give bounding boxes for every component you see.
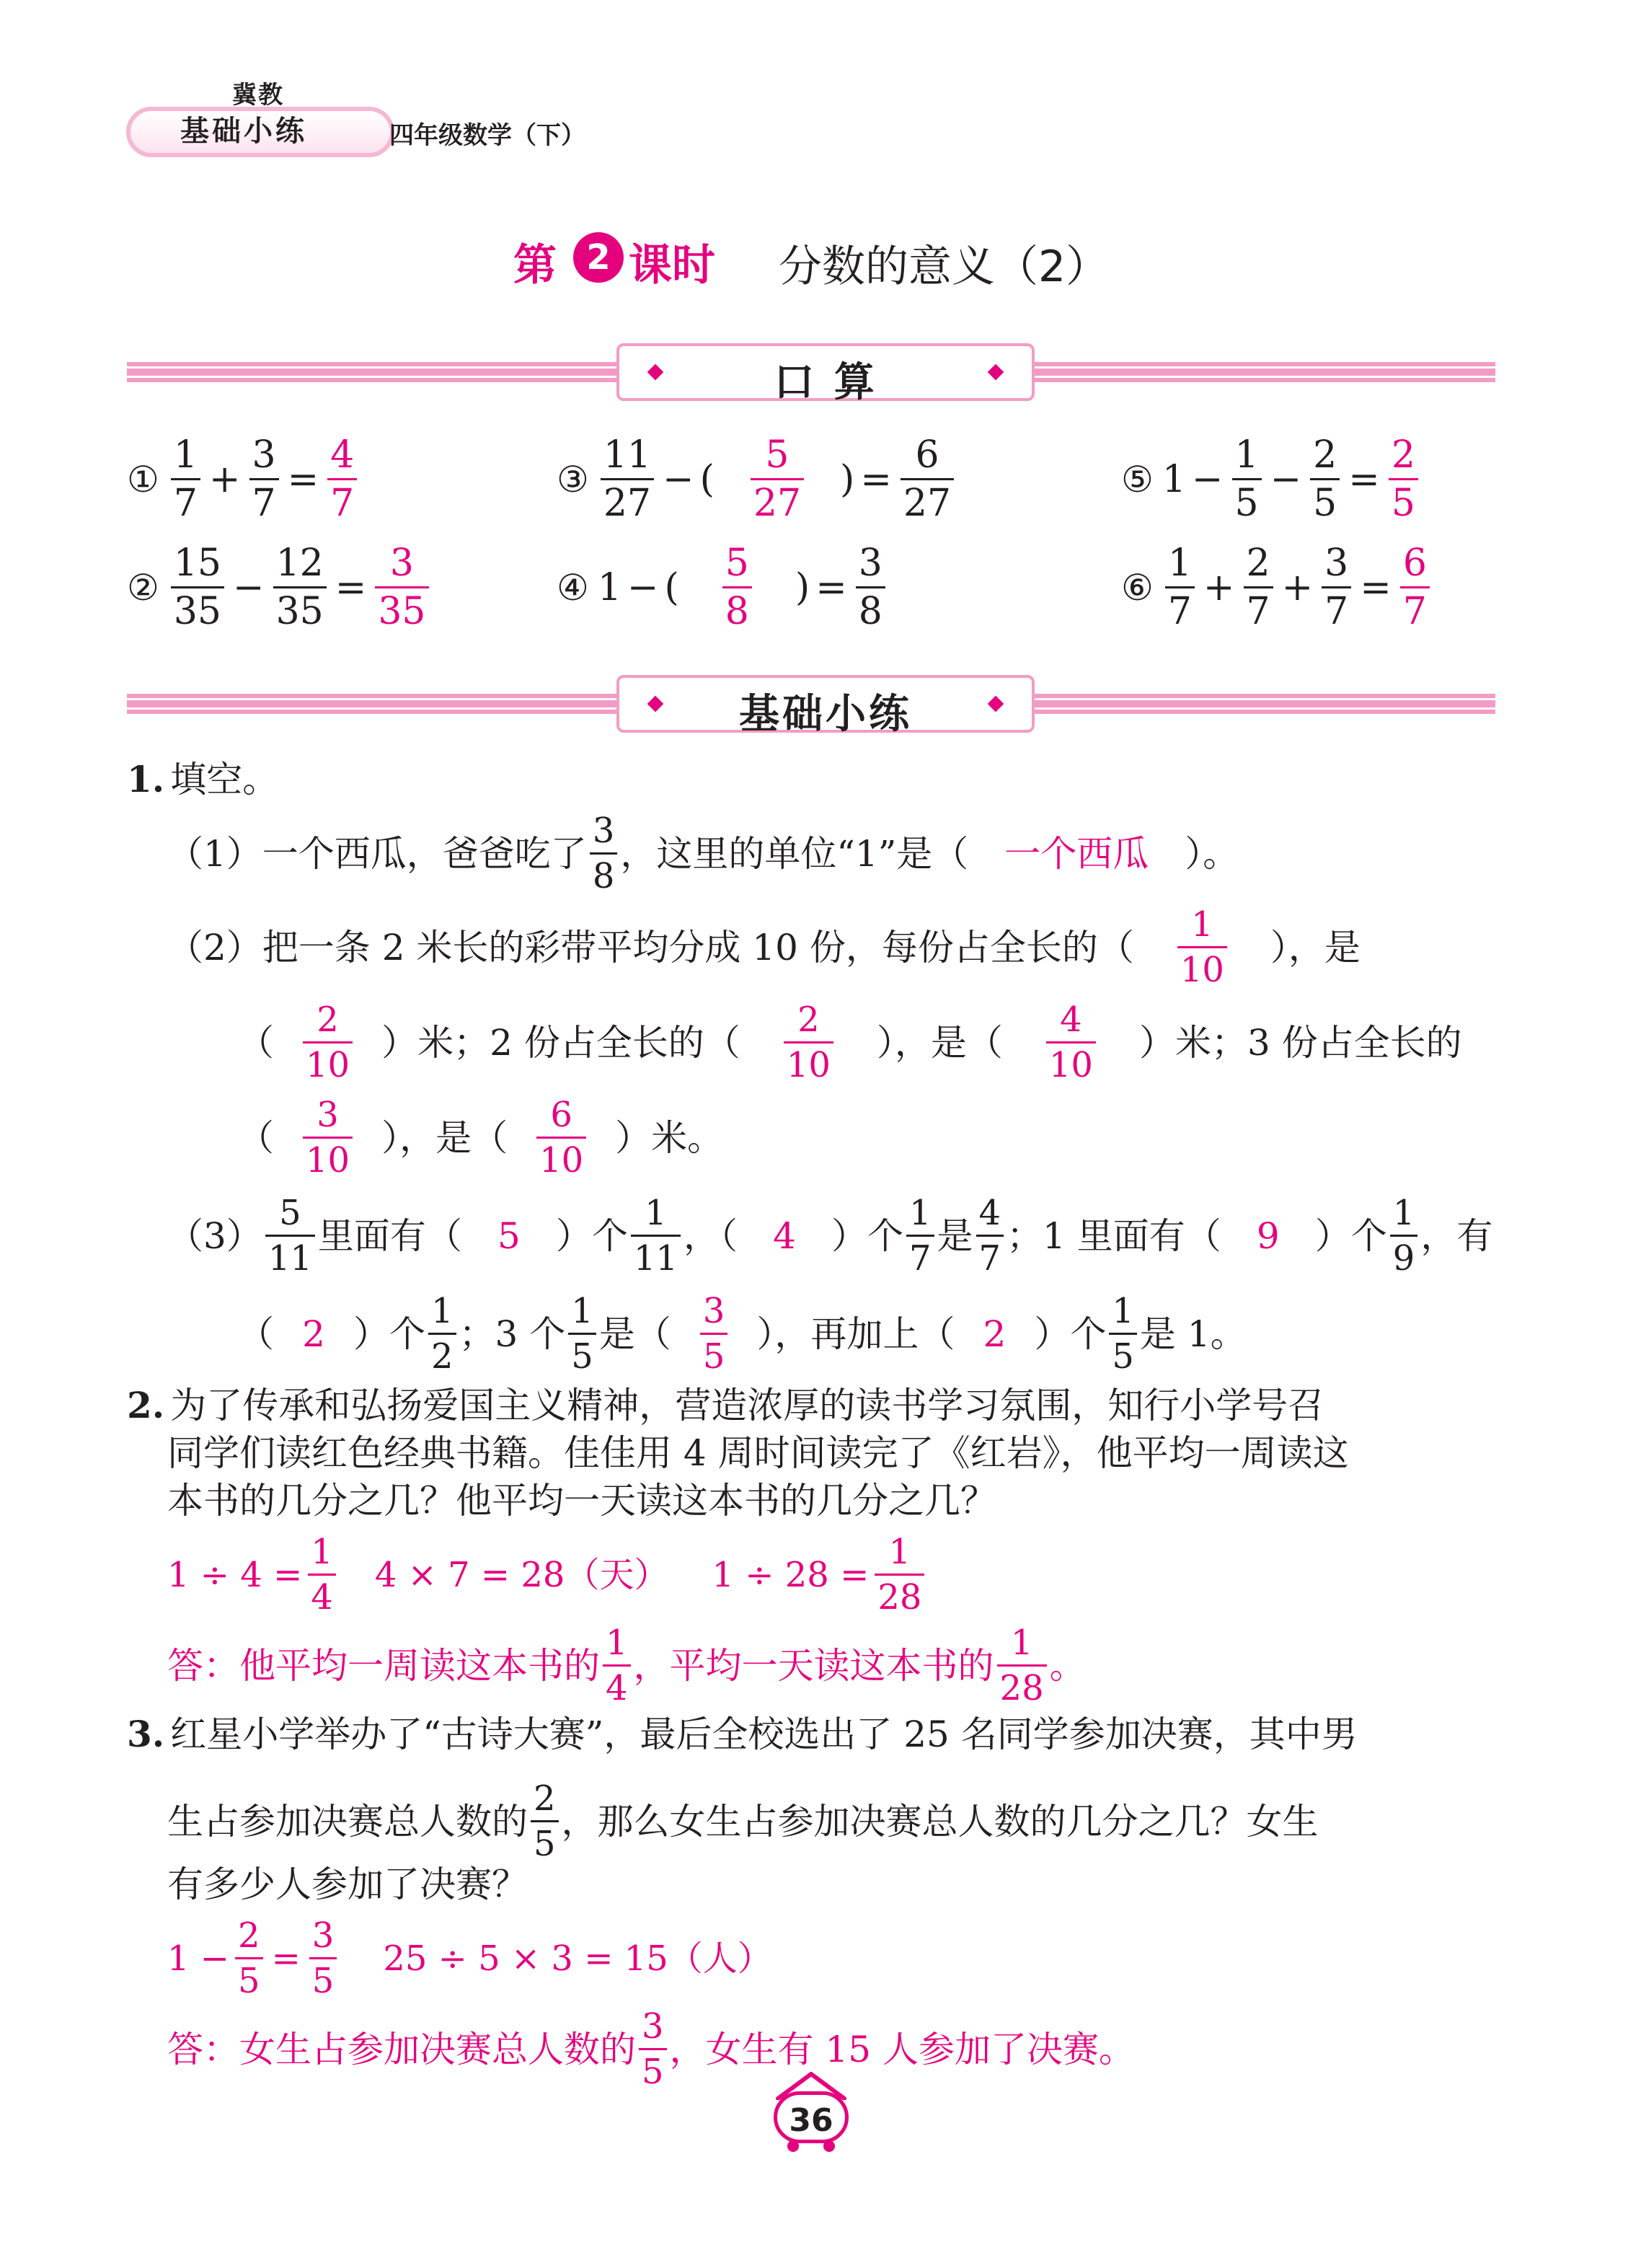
section-title-basic: 基础小练 bbox=[739, 691, 912, 738]
problem1-part3-answer4: 2 bbox=[302, 1312, 325, 1355]
section-header-oral bbox=[616, 343, 1035, 406]
problem1-part3-line2: （ 2 ）个 1 2 ；3 个 1 5 是（ 3 5 ），再加上（ 2 ）个 1 5 是 1。 bbox=[238, 1291, 1247, 1377]
page-title: 分数的意义（2） bbox=[779, 242, 1110, 292]
problem1-part3-answer1: 5 bbox=[497, 1214, 521, 1257]
foot-dot bbox=[787, 2140, 799, 2152]
section-header-basic bbox=[616, 675, 1035, 738]
foot-dot bbox=[823, 2140, 835, 2152]
problem1-part1-answer: 一个西瓜 bbox=[1004, 832, 1149, 875]
lesson-suffix: 课时 bbox=[629, 240, 715, 291]
problem1-part2-answer3: 2 10 bbox=[784, 1002, 833, 1082]
lesson-prefix: 第 bbox=[513, 240, 557, 291]
problem3-answer: 答：女生占参加决赛总人数的 3 5 ，女生有 15 人参加了决赛。 bbox=[167, 2006, 1135, 2092]
problem1-part2-answer2: 2 10 bbox=[303, 1002, 353, 1082]
oral-q6-answer: $\frac{6}{7}$ bbox=[1400, 544, 1430, 630]
oral-q2-answer: $\frac{3}{35}$ bbox=[375, 544, 428, 630]
problem3-line1: 3 . 红星小学举办了“古诗大赛”，最后全校选出了 25 名同学参加决赛，其中男 bbox=[127, 1713, 1358, 1755]
page-number: 36 bbox=[774, 2091, 849, 2143]
oral-q5: ⑤ 1 − $\frac{1}{5}$ − $\frac{2}{5}$ = $\frac{2}{5}$ bbox=[1121, 436, 1421, 522]
problem1-part2-answer4: 4 10 bbox=[1046, 1002, 1096, 1082]
problem1-part2-answer6: 6 10 bbox=[536, 1098, 586, 1178]
section-title-oral: 口 算 bbox=[774, 359, 877, 406]
oral-q4-answer: 5 8 bbox=[722, 544, 752, 630]
problem1-part2-line2: （ 2 10 ）米；2 份占全长的（ 2 10 ），是（ 4 10 ）米；3 份占全长的 bbox=[238, 1000, 1462, 1085]
oral-q2: ② 15 35 − $\frac{12}{35}$ = $\frac{3}{35}$ bbox=[127, 544, 432, 630]
problem3-line2: 生占参加决赛总人数的 2 5 ，那么女生占参加决赛总人数的几分之几？女生 bbox=[167, 1778, 1319, 1864]
problem1-part2-answer1: 1 10 bbox=[1177, 907, 1227, 987]
problem1-part2-line1: （2）把一条 2 米长的彩带平均分成 10 份，每份占全长的（ 1 10 ），是 bbox=[167, 904, 1361, 990]
problem3-line3: 有多少人参加了决赛？ bbox=[167, 1863, 528, 1905]
problem1-part1: （1）一个西瓜，爸爸吃了 3 8 ，这里的单位“1”是（ 一个西瓜 ）。 bbox=[167, 811, 1239, 896]
problem2-line3: 本书的几分之几？他平均一天读这本书的几分之几？ bbox=[167, 1480, 996, 1522]
problem1-part3-answer3: 9 bbox=[1256, 1214, 1280, 1257]
oral-q3-answer: 5 27 bbox=[751, 436, 804, 522]
problem1-heading: 1 . 填空。 bbox=[127, 758, 279, 800]
problem3-calculation: 1 − $\frac{2}{5}$ = $\frac{3}{5}$ 25 ÷ 5 × 3 = 15（人） bbox=[167, 1915, 772, 2001]
series-label: 基础小练 bbox=[180, 115, 307, 148]
oral-q5-answer: $\frac{2}{5}$ bbox=[1389, 436, 1418, 522]
grade-label: 四年级数学（下） bbox=[389, 121, 585, 150]
problem2-line2: 同学们读红色经典书籍。佳佳用 4 周时间读完了《红岩》，他平均一周读这 bbox=[167, 1432, 1349, 1474]
problem2-calculation: 1 ÷ 4 = $\frac{1}{4}$ 4 × 7 = 28（天） 1 ÷ 28 = $\frac{1}{28}$ bbox=[167, 1535, 927, 1615]
problem1-part3-line1: （3） 5 11 里面有（ 5 ）个 1 11 ，（ 4 ）个 1 7 是 4 7 ；1 里面有（ 9 ）个 1 9 ，有 bbox=[167, 1193, 1493, 1279]
problem1-part3-answer6: 2 bbox=[983, 1312, 1007, 1355]
problem2-answer: 答：他平均一周读这本书的 1 4 ，平均一天读这本书的 1 28 。 bbox=[167, 1623, 1086, 1708]
oral-q3: ③ 11 27 − ( 5 27 ) = $\frac{6}{27}$ bbox=[557, 436, 957, 522]
oral-q1: ① 1 7 + $\frac{3}{7}$ = $\frac{4}{7}$ bbox=[127, 436, 360, 522]
problem1-part3-answer5: 3 5 bbox=[700, 1294, 728, 1374]
oral-q1-answer: $\frac{4}{7}$ bbox=[327, 436, 357, 522]
problem2-line1: 2 . 为了传承和弘扬爱国主义精神，营造浓厚的读书学习氛围，知行小学号召 bbox=[127, 1384, 1324, 1426]
problem1-part2-line3: （ 3 10 ），是（ 6 10 ）米。 bbox=[238, 1095, 724, 1181]
oral-q4: ④ 1 − ( 5 8 ) = $\frac{3}{8}$ bbox=[557, 544, 888, 630]
oral-q6: ⑥ 1 7 + $\frac{2}{7}$ + $\frac{3}{7}$ = $\frac{6}{7}$ bbox=[1121, 544, 1433, 630]
problem1-part3-answer2: 4 bbox=[773, 1214, 796, 1257]
problem1-part2-answer5: 3 10 bbox=[303, 1098, 353, 1178]
lesson-number-badge: 2 bbox=[573, 232, 624, 283]
publisher-label: 冀教 bbox=[232, 81, 284, 110]
